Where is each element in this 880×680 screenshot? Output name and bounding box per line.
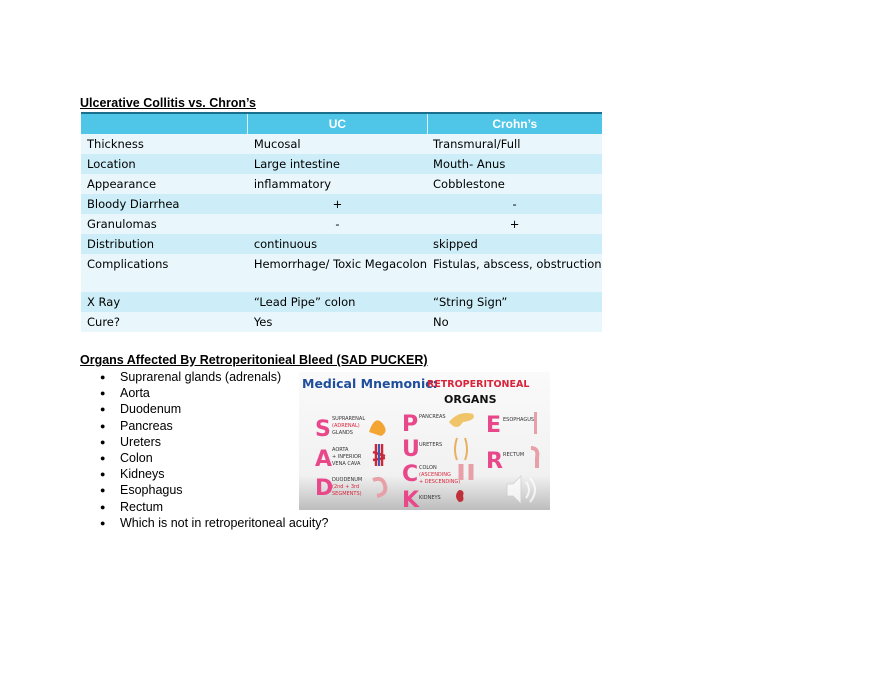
- comparison-table: [81, 114, 602, 332]
- header-cell-crohns: Crohn’s: [427, 114, 602, 134]
- table-header-row: [81, 114, 602, 134]
- table-row: [81, 194, 602, 214]
- table-row: [81, 234, 602, 254]
- label-esophagus: ESOPHAGUS: [503, 417, 535, 423]
- crohns-cell: Mouth- Anus: [427, 154, 602, 174]
- uc-cell: “Lead Pipe” colon: [248, 292, 427, 312]
- letter-c: C: [402, 462, 419, 487]
- label-glands: GLANDS: [332, 430, 353, 436]
- section-heading-uc-vs-crohns: Ulcerative Collitis vs. Chron’s: [80, 96, 256, 110]
- label-adrenal: (ADRENAL): [332, 423, 360, 429]
- uc-cell: Large intestine: [248, 154, 427, 174]
- label-inferior: + INFERIOR: [332, 454, 362, 460]
- section-heading-retroperitoneal: Organs Affected By Retroperitonieal Bleed (SAD PUCKER): [80, 353, 428, 367]
- crohns-cell: +: [427, 214, 602, 234]
- list-item: ● Rectum: [100, 499, 328, 515]
- letter-e: E: [486, 413, 502, 438]
- letter-a: A: [315, 447, 333, 472]
- label-kidneys: KIDNEYS: [419, 495, 441, 501]
- label-vena-cava: VENA CAVA: [332, 461, 361, 467]
- mnemonic-subtitle: ORGANS: [444, 393, 497, 406]
- row-label: Distribution: [81, 234, 248, 254]
- table-row: [81, 254, 602, 292]
- mnemonic-title-left: Medical Mnemonic:: [302, 376, 438, 391]
- label-ascending: (ASCENDING: [419, 472, 451, 478]
- letter-k: K: [402, 488, 420, 510]
- letter-d: D: [315, 476, 334, 501]
- table-row: [81, 312, 602, 332]
- list-item: ● Colon: [100, 450, 328, 466]
- list-item: ● Which is not in retroperitoneal acuity?: [100, 515, 328, 531]
- row-label: Cure?: [81, 312, 248, 332]
- label-descending: + DESCENDING): [419, 479, 461, 485]
- mnemonic-title-right: RETROPERITONEAL: [427, 379, 530, 390]
- crohns-cell: “String Sign”: [427, 292, 602, 312]
- label-aorta: AORTA: [332, 447, 349, 453]
- crohns-cell: No: [427, 312, 602, 332]
- row-label: Bloody Diarrhea: [81, 194, 248, 214]
- letter-r: R: [486, 449, 503, 474]
- organ-list: [100, 369, 328, 531]
- table-row: [81, 174, 602, 194]
- row-label: Granulomas: [81, 214, 248, 234]
- list-item: ● Suprarenal glands (adrenals): [100, 369, 328, 385]
- row-label: Thickness: [81, 134, 248, 154]
- list-item: ● Pancreas: [100, 418, 328, 434]
- uc-cell: +: [248, 194, 427, 214]
- crohns-cell: skipped: [427, 234, 602, 254]
- retroperitoneal-mnemonic-image: [299, 372, 550, 510]
- list-item: ● Esophagus: [100, 482, 328, 498]
- uc-cell: inflammatory: [248, 174, 427, 194]
- label-duodenum: DUODENUM: [332, 477, 363, 483]
- label-pancreas: PANCREAS: [419, 414, 446, 420]
- crohns-cell: -: [427, 194, 602, 214]
- table-row: [81, 214, 602, 234]
- crohns-cell: Cobblestone: [427, 174, 602, 194]
- row-label: Complications: [81, 254, 248, 292]
- row-label: Location: [81, 154, 248, 174]
- esophagus-icon: [534, 412, 537, 434]
- letter-p: P: [402, 412, 419, 437]
- row-label: Appearance: [81, 174, 248, 194]
- uc-cell: Mucosal: [248, 134, 427, 154]
- table-row: [81, 154, 602, 174]
- row-label: X Ray: [81, 292, 248, 312]
- label-colon: COLON: [419, 465, 437, 471]
- uc-cell: Hemorrhage/ Toxic Megacolon: [248, 254, 427, 292]
- letter-u: U: [402, 437, 420, 462]
- crohns-cell: Transmural/Full: [427, 134, 602, 154]
- list-item: ● Kidneys: [100, 466, 328, 482]
- label-ureters: URETERS: [419, 442, 443, 448]
- uc-cell: -: [248, 214, 427, 234]
- table-row: [81, 134, 602, 154]
- letter-s: S: [315, 417, 331, 442]
- list-item: ● Ureters: [100, 434, 328, 450]
- label-segments-a: (2nd + 3rd: [332, 484, 360, 490]
- uc-cell: Yes: [248, 312, 427, 332]
- uc-cell: continuous: [248, 234, 427, 254]
- header-cell-uc: UC: [248, 114, 427, 134]
- header-cell: [81, 114, 248, 134]
- crohns-cell: Fistulas, abscess, obstruction: [427, 254, 602, 292]
- list-item: ● Aorta: [100, 385, 328, 401]
- label-rectum: RECTUM: [503, 452, 525, 458]
- label-segments-b: SEGMENTS): [332, 491, 362, 497]
- list-item: ● Duodenum: [100, 401, 328, 417]
- label-suprarenal: SUPRARENAL: [332, 416, 366, 422]
- table-row: [81, 292, 602, 312]
